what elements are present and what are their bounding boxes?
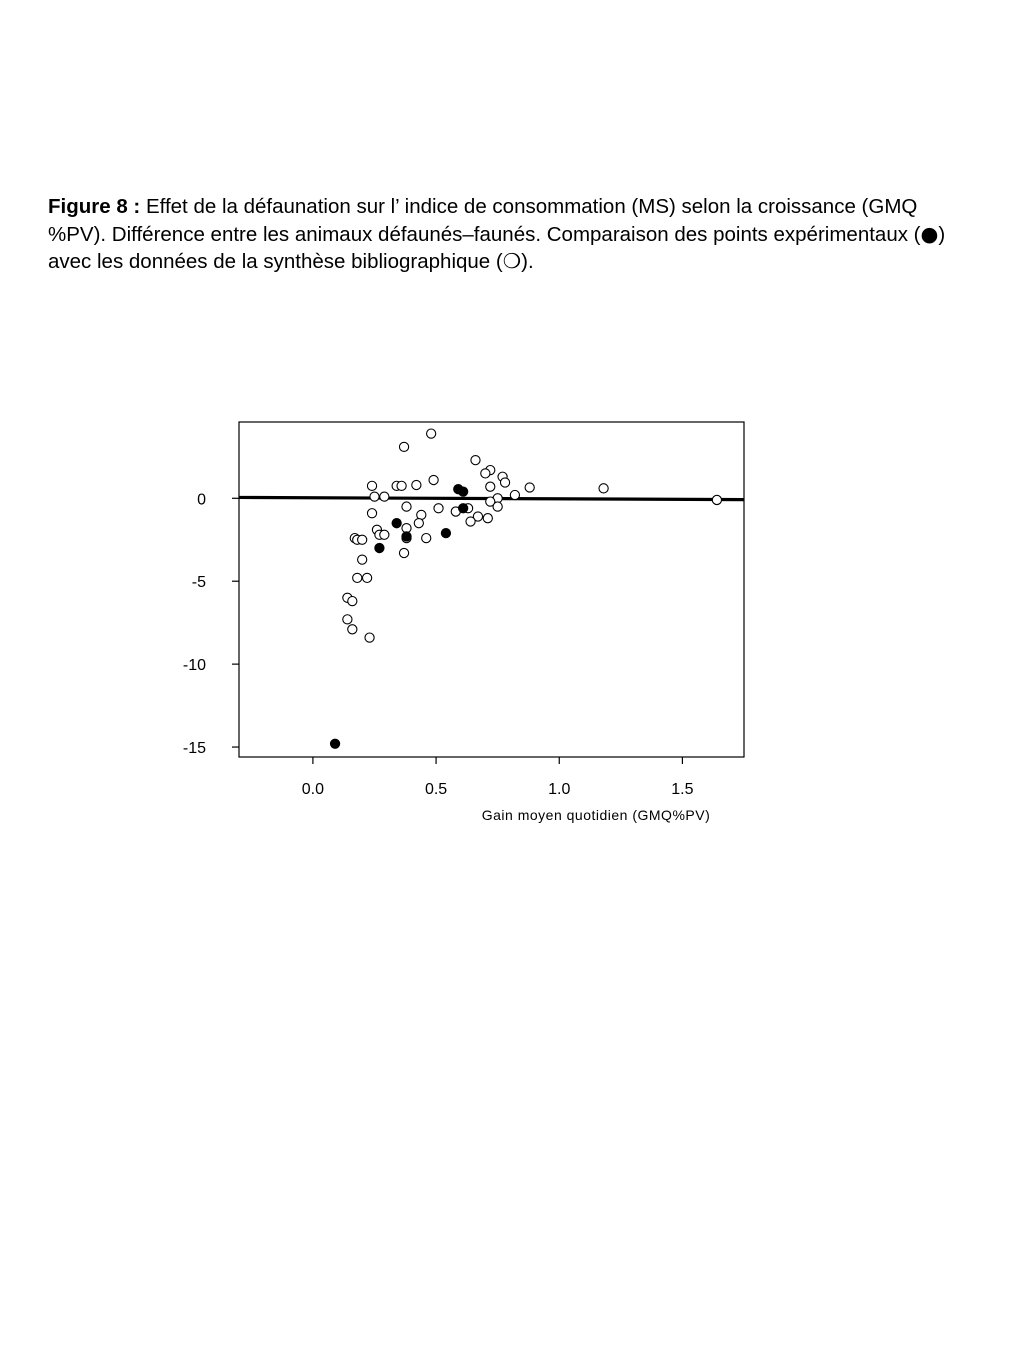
data-point-open: [712, 495, 721, 504]
data-point-open: [422, 533, 431, 542]
data-point-open: [367, 481, 376, 490]
x-tick-label: 1.5: [671, 781, 694, 798]
data-point-open: [358, 555, 367, 564]
x-axis-label: Gain moyen quotidien (GMQ%PV): [481, 807, 711, 823]
data-point-open: [367, 509, 376, 518]
data-point-filled: [402, 532, 411, 541]
data-point-open: [481, 469, 490, 478]
data-point-open: [525, 483, 534, 492]
data-point-open: [510, 490, 519, 499]
caption-text-3: ).: [521, 250, 534, 273]
y-tick-label: -5: [191, 574, 206, 592]
data-point-open: [353, 573, 362, 582]
data-point-open: [466, 517, 475, 526]
data-point-open: [414, 519, 423, 528]
data-point-open: [343, 615, 352, 624]
data-point-open: [370, 492, 379, 501]
data-point-open: [486, 482, 495, 491]
data-point-open: [500, 478, 509, 487]
open-circle-symbol: ❍: [502, 249, 522, 273]
plot-area: [183, 422, 744, 798]
data-point-open: [434, 504, 443, 513]
y-tick-label: 0: [197, 491, 206, 509]
filled-circle-symbol: ●: [920, 221, 939, 246]
data-point-open: [493, 502, 502, 511]
figure-label: Figure 8 :: [48, 195, 141, 218]
data-point-open: [348, 597, 357, 606]
data-point-open: [599, 484, 608, 493]
data-point-open: [362, 573, 371, 582]
data-point-open: [380, 530, 389, 539]
x-tick-label: 1.0: [548, 781, 571, 798]
data-point-open: [358, 535, 367, 544]
data-point-open: [365, 633, 374, 642]
data-point-open: [348, 625, 357, 634]
data-point-filled: [441, 529, 450, 538]
data-point-filled: [459, 504, 468, 513]
data-point-open: [399, 442, 408, 451]
caption-text-2: ) avec les données de la synthèse bibliographique (: [48, 222, 946, 273]
data-point-filled: [330, 739, 339, 748]
data-point-open: [380, 492, 389, 501]
data-point-filled: [375, 543, 384, 552]
data-point-open: [471, 456, 480, 465]
data-point-open: [412, 480, 421, 489]
y-tick-label: -15: [182, 740, 206, 758]
data-point-open: [402, 502, 411, 511]
data-point-open: [429, 475, 438, 484]
x-tick-label: 0.5: [424, 781, 448, 798]
data-point-open: [483, 514, 492, 523]
y-tick-label: -10: [182, 657, 206, 675]
x-tick-label: 0.0: [301, 781, 325, 798]
data-point-open: [427, 429, 436, 438]
data-point-filled: [459, 487, 468, 496]
data-point-filled: [392, 519, 401, 528]
data-point-open: [397, 481, 406, 490]
caption-text-1: Effet de la défaunation sur l’ indice de consommation (MS) selon la croissance (GMQ %PV). Différence entre les animaux défaunés–faunés. Comparaison des points expérimentaux (: [48, 195, 921, 246]
data-point-open: [399, 548, 408, 557]
